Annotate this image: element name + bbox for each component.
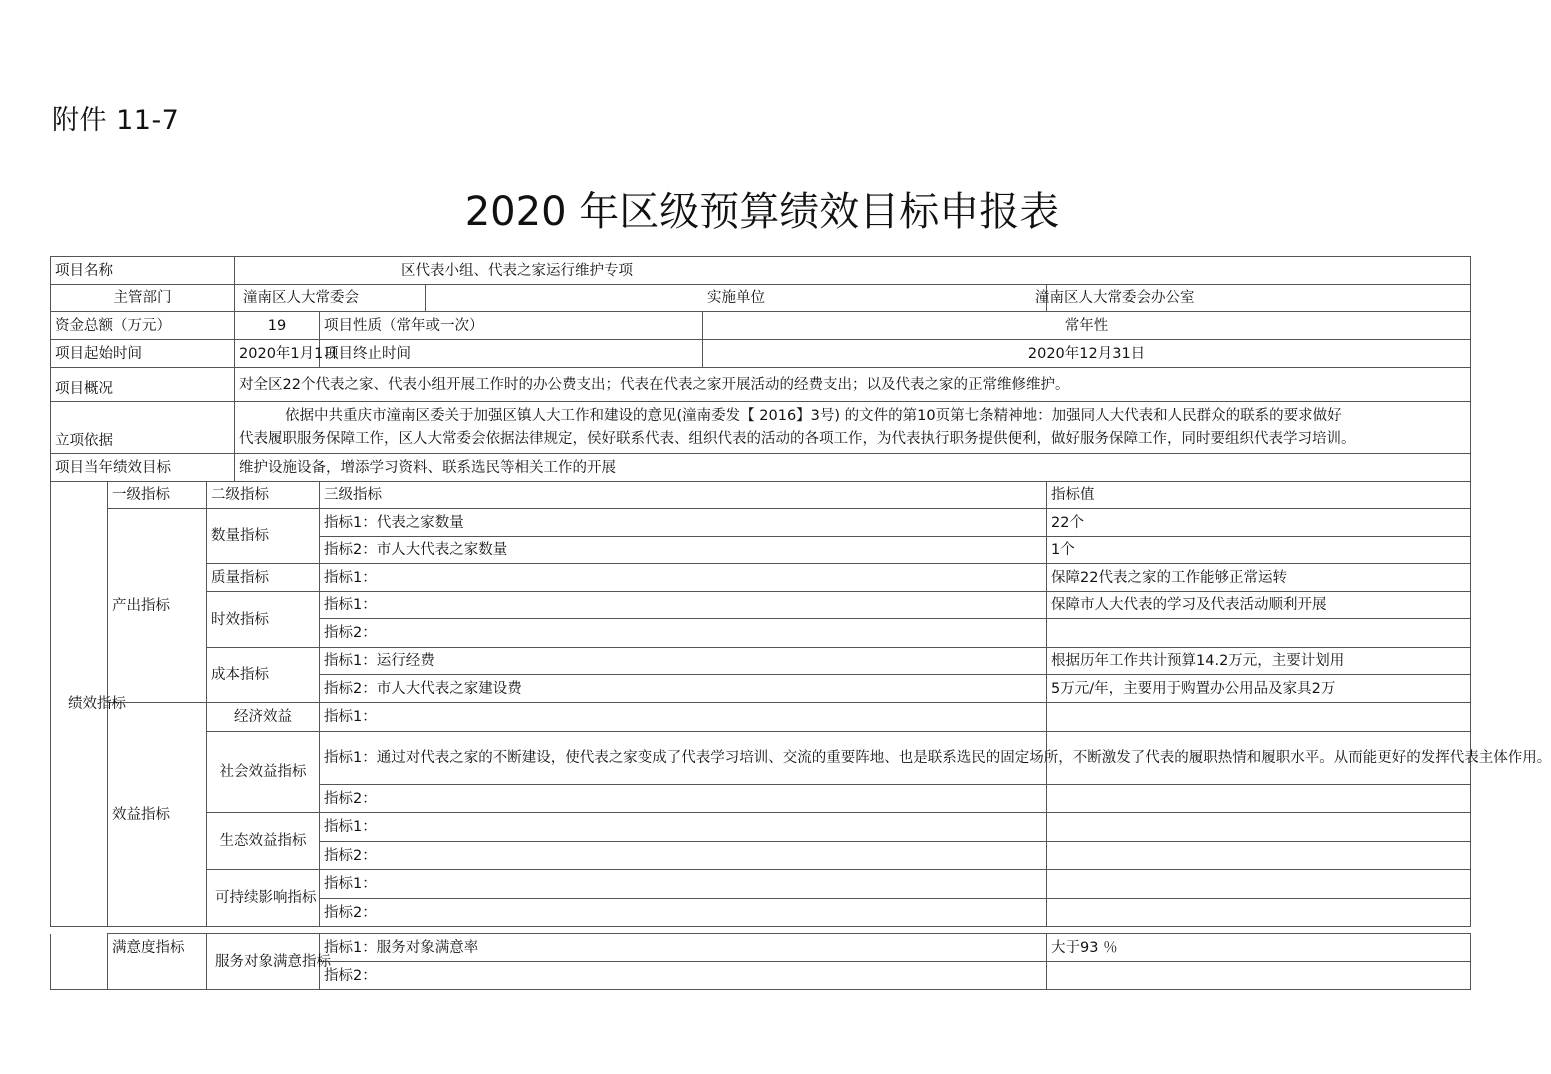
row-goal (51, 454, 1471, 482)
value-cell: 1个 (1047, 537, 1471, 564)
value-cell: 大于93 ％ (1047, 934, 1471, 962)
level3-cell: 指标1： (320, 564, 1047, 592)
level1-header: 一级指标 (108, 482, 207, 509)
social-benefit-label: 社会效益指标 (207, 732, 320, 813)
satisfaction-table (50, 933, 1471, 990)
row-basis (51, 402, 1471, 454)
row-indicator-header (51, 482, 1471, 509)
level3-cell: 指标2： (320, 842, 1047, 870)
value-cell (1047, 899, 1471, 927)
goal-label: 项目当年绩效目标 (51, 454, 235, 482)
table-row (51, 703, 1471, 732)
value-cell: 22个 (1047, 509, 1471, 537)
level3-cell: 指标1：代表之家数量 (320, 509, 1047, 537)
fund-value: 19 (235, 312, 320, 340)
level3-cell: 指标1：服务对象满意率 (320, 934, 1047, 962)
row-fund (51, 312, 1471, 340)
end-label: 项目终止时间 (320, 340, 703, 368)
row-project-name (51, 257, 1471, 285)
sustainable-impact-label: 可持续影响指标 (207, 870, 320, 927)
nature-label: 项目性质（常年或一次） (320, 312, 703, 340)
row-dates (51, 340, 1471, 368)
service-satisfaction-label: 服务对象满意指标 (207, 934, 320, 990)
value-cell (1047, 870, 1471, 899)
level3-cell: 指标2：市人大代表之家建设费 (320, 675, 1047, 703)
row-department (51, 285, 1471, 312)
end-value: 2020年12月31日 (703, 340, 1471, 368)
value-cell: 保障市人大代表的学习及代表活动顺利开展 (1047, 592, 1471, 619)
level3-cell: 指标1： (320, 703, 1047, 732)
basis-value: 依据中共重庆市潼南区委关于加强区镇人大工作和建设的意见(潼南委发【 2016】3号) 的文件的第10页第七条精神地：加强同人大代表和人民群众的联系的要求做好 代表履职服务保障工作，区人大常委会依据法律规定，侯好联系代表、组织代表的活动的各项工作，为代表执行职务提供便利，做好服务保障工作，同时要组织代表学习培训。 (235, 402, 1471, 454)
side-continuation (51, 934, 108, 990)
nature-value: 常年性 (703, 312, 1471, 340)
value-cell (1047, 785, 1471, 813)
satisfaction-indicator-label: 满意度指标 (108, 934, 207, 990)
quality-indicator-label: 质量指标 (207, 564, 320, 592)
project-name-label: 项目名称 (51, 257, 235, 285)
dept-label: 主管部门 (51, 285, 235, 312)
level3-cell: 指标2： (320, 785, 1047, 813)
benefit-indicator-label: 效益指标 (108, 703, 207, 927)
table-row (51, 592, 1471, 619)
goal-value: 维护设施设备，增添学习资料、联系选民等相关工作的开展 (235, 454, 1471, 482)
row-overview (51, 368, 1471, 402)
quantity-indicator-label: 数量指标 (207, 509, 320, 564)
fund-label: 资金总额（万元） (51, 312, 235, 340)
level3-cell: 指标1：通过对代表之家的不断建设，使代表之家变成了代表学习培训、交流的重要阵地、也是联系选民的固定场所，不断激发了代表的履职热情和履职水平。从而能更好的发挥代表主体作用。 (320, 732, 1047, 785)
value-cell (1047, 703, 1471, 732)
value-cell (1047, 813, 1471, 842)
level3-cell: 指标1： (320, 592, 1047, 619)
value-cell: 保障22代表之家的工作能够正常运转 (1047, 564, 1471, 592)
project-name-value: 区代表小组、代表之家运行维护专项 (235, 257, 1471, 285)
value-header: 指标值 (1047, 482, 1471, 509)
table-row (51, 732, 1471, 785)
level3-cell: 指标1： (320, 813, 1047, 842)
table-row (51, 934, 1471, 962)
value-cell: 根据历年工作共计预算14.2万元，主要计划用 (1047, 648, 1471, 675)
level3-cell: 指标2：市人大代表之家数量 (320, 537, 1047, 564)
economic-benefit-label: 经济效益 (207, 703, 320, 732)
performance-indicators-label: 绩效指标 (51, 482, 108, 927)
impl-value: 潼南区人大常委会办公室 (1047, 285, 1471, 312)
budget-performance-table (50, 256, 1551, 927)
timeliness-indicator-label: 时效指标 (207, 592, 320, 648)
page-title: 2020 年区级预算绩效目标申报表 (464, 189, 1060, 235)
overview-label: 项目概况 (51, 368, 235, 402)
impl-label: 实施单位 (426, 285, 1047, 312)
table-row (51, 813, 1471, 842)
ecological-benefit-label: 生态效益指标 (207, 813, 320, 870)
table-row (51, 509, 1471, 537)
output-indicator-label: 产出指标 (108, 509, 207, 703)
value-cell: 5万元/年，主要用于购置办公用品及家具2万 (1047, 675, 1471, 703)
overview-value: 对全区22个代表之家、代表小组开展工作时的办公费支出；代表在代表之家开展活动的经费支出；以及代表之家的正常维修维护。 (235, 368, 1471, 402)
basis-label: 立项依据 (51, 402, 235, 454)
dept-value: 潼南区人大常委会 (235, 285, 426, 312)
level2-header: 二级指标 (207, 482, 320, 509)
attachment-label: 附件 11-7 (52, 105, 180, 136)
value-cell (1047, 842, 1471, 870)
cost-indicator-label: 成本指标 (207, 648, 320, 703)
table-row (51, 648, 1471, 675)
value-cell (1047, 962, 1471, 990)
level3-header: 三级指标 (320, 482, 1047, 509)
table-row (51, 870, 1471, 899)
level3-cell: 指标2： (320, 899, 1047, 927)
start-value: 2020年1月1日 (235, 340, 320, 368)
level3-cell: 指标1： (320, 870, 1047, 899)
level3-cell: 指标1：运行经费 (320, 648, 1047, 675)
level3-cell: 指标2： (320, 619, 1047, 648)
level3-cell: 指标2： (320, 962, 1047, 990)
start-label: 项目起始时间 (51, 340, 235, 368)
table-row (51, 564, 1471, 592)
value-cell (1047, 619, 1471, 648)
